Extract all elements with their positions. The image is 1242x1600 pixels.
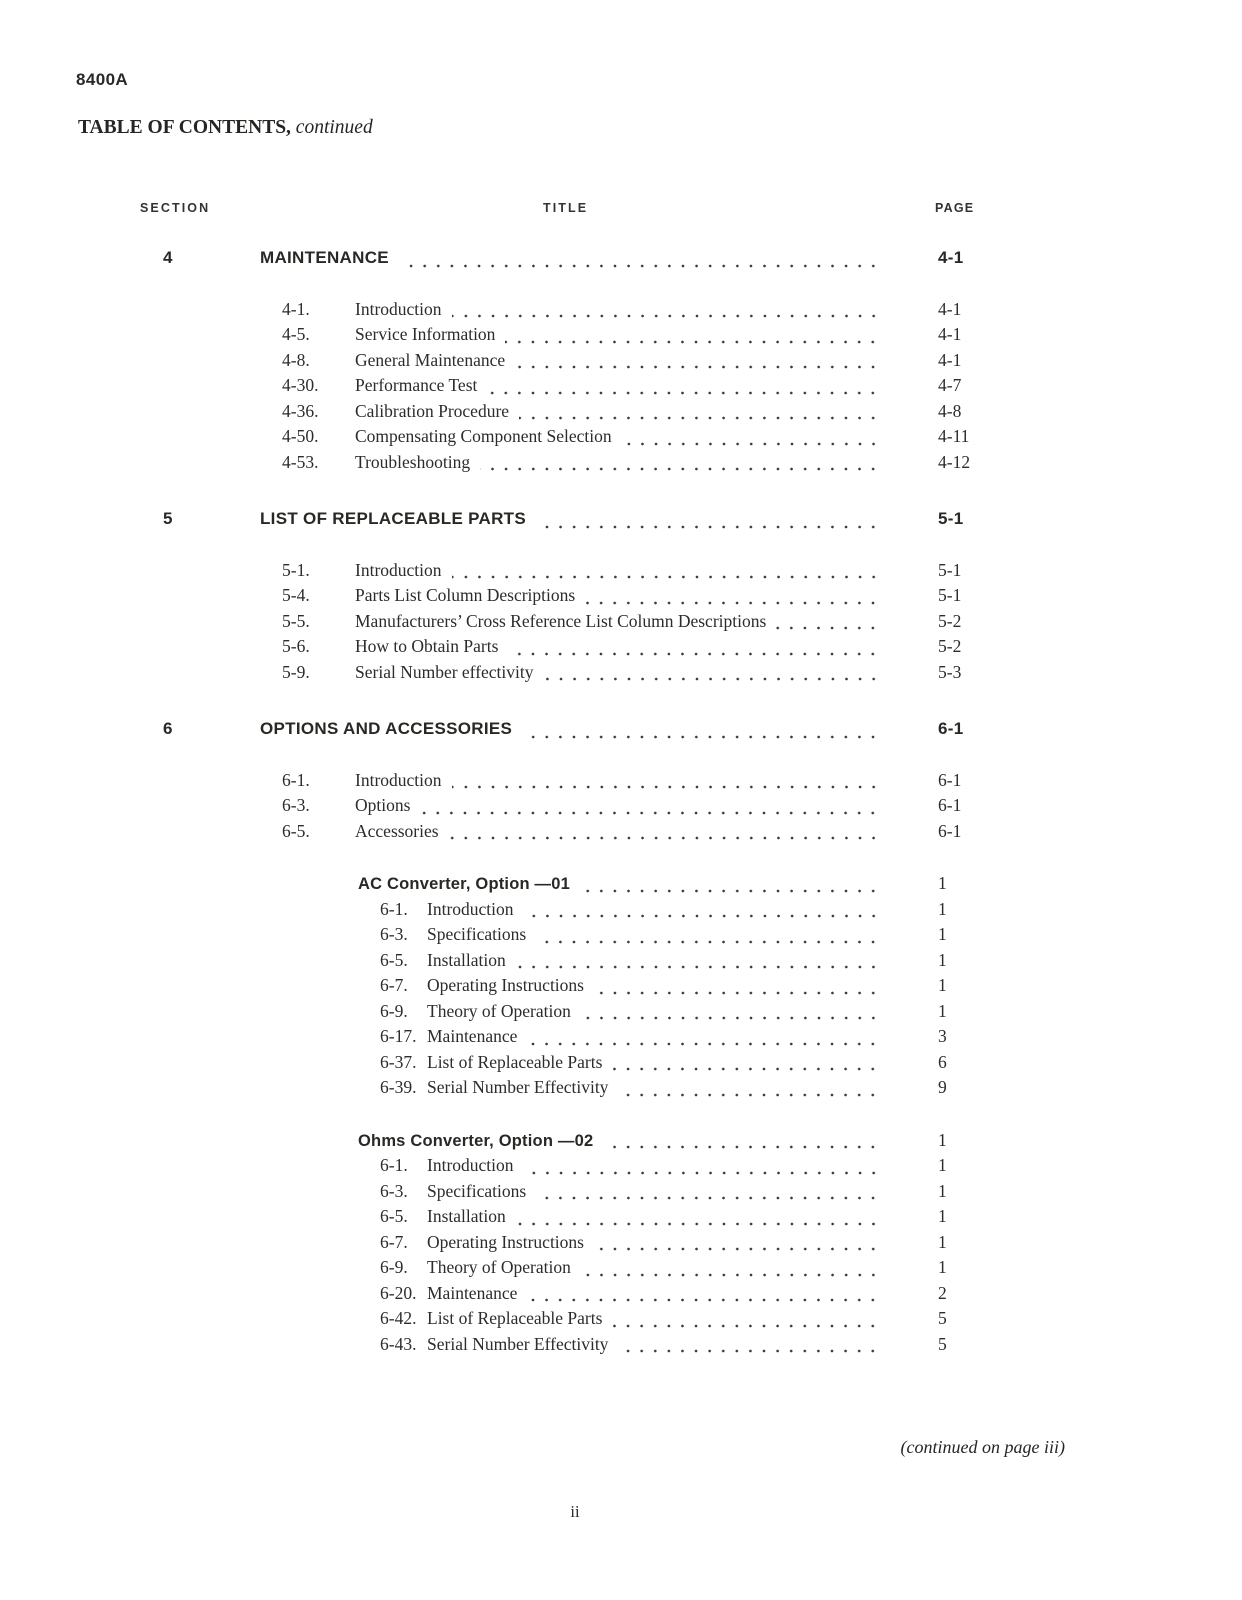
entry-page: 5 [938, 1308, 947, 1328]
column-headers [75, 201, 1000, 217]
toc-entry-row [75, 452, 1000, 478]
doc-id: 8400A [76, 70, 129, 89]
subsection-page: 1 [938, 1129, 947, 1150]
toc-section-6 [75, 719, 1000, 1359]
entry-title: Calibration Procedure [355, 400, 510, 421]
dot-leader [527, 1042, 880, 1046]
entry-number: 4-30. [282, 375, 319, 395]
entry-title: Operating Instructions [427, 975, 584, 995]
entry-page: 6-1 [938, 820, 962, 841]
subsection-heading-row [75, 1130, 1000, 1156]
entry-number: 6-3. [380, 1180, 408, 1201]
dot-leader [603, 1145, 880, 1149]
entry-page: 1 [938, 1155, 947, 1175]
entry-page: 4-7 [938, 375, 962, 395]
toc-entry-row [75, 585, 1000, 611]
toc-subentry-row [75, 1155, 1000, 1181]
entry-page: 5-2 [938, 610, 962, 631]
toc-entry-row [75, 770, 1000, 796]
entry-page: 6 [938, 1051, 947, 1072]
entry-title: Introduction [355, 559, 442, 580]
entry-page: 4-1 [938, 324, 962, 344]
entry-number: 6-5. [380, 1206, 408, 1226]
dot-leader [508, 652, 880, 656]
entry-title: Theory of Operation [427, 1000, 571, 1021]
entry-page: 4-12 [938, 451, 971, 472]
entry-title: Introduction [355, 298, 442, 319]
dot-leader [399, 264, 880, 268]
toc-entry-row [75, 299, 1000, 325]
section-page: 5-1 [938, 509, 964, 528]
entry-title: Serial Number effectivity [355, 661, 534, 682]
entry-number: 6-5. [282, 820, 310, 841]
entry-number: 6-20. [380, 1282, 417, 1303]
toc-entry-row [75, 560, 1000, 586]
toc-subentry-row [75, 1308, 1000, 1334]
entry-title: Introduction [355, 769, 442, 790]
dot-leader [505, 340, 880, 344]
entry-title: Serial Number Effectivity [427, 1333, 609, 1354]
entry-number: 5-5. [282, 610, 310, 631]
entry-title: General Maintenance [355, 349, 506, 370]
entry-title: Installation [427, 949, 506, 970]
entry-number: 6-9. [380, 1000, 408, 1021]
toc-sections [75, 248, 1000, 1359]
subsection-title: AC Converter, Option —01 [358, 875, 571, 893]
dot-leader [612, 1067, 880, 1071]
entry-page: 3 [938, 1026, 947, 1046]
entry-number: 6-37. [380, 1051, 417, 1072]
entry-number: 4-50. [282, 426, 319, 446]
entry-title: Maintenance [427, 1282, 518, 1303]
dot-leader [452, 785, 880, 789]
entry-page: 6-1 [938, 795, 962, 815]
subsection-title: Ohms Converter, Option —02 [358, 1131, 594, 1150]
entry-number: 6-43. [380, 1333, 417, 1354]
entry-title: Troubleshooting [355, 451, 471, 472]
entry-title: Serial Number Effectivity [427, 1077, 609, 1097]
entry-page: 1 [938, 1257, 947, 1277]
entry-page: 2 [938, 1282, 947, 1303]
footer-continuation-note: (continued on page iii) [900, 1437, 1065, 1457]
entry-title: Operating Instructions [427, 1231, 584, 1252]
entry-number: 4-8. [282, 349, 310, 370]
dot-leader [585, 601, 880, 605]
dot-leader [452, 314, 880, 318]
column-header-title: TITLE [543, 201, 589, 215]
dot-leader [420, 811, 880, 815]
dot-leader [618, 1349, 880, 1353]
entry-title: Accessories [355, 820, 439, 841]
column-header-section: SECTION [140, 201, 211, 215]
entry-page: 5-3 [938, 661, 962, 682]
entry-title: Specifications [427, 924, 527, 944]
toc-entry-row [75, 401, 1000, 427]
entry-page: 5 [938, 1333, 947, 1354]
entry-page: 5-1 [938, 559, 962, 580]
toc-subentry-row [75, 975, 1000, 1001]
entry-title: Specifications [427, 1180, 527, 1201]
entry-number: 6-3. [282, 795, 310, 815]
entry-number: 6-1. [282, 769, 310, 790]
dot-leader [612, 1324, 880, 1328]
section-heading-row [75, 248, 1000, 274]
entry-number: 6-7. [380, 1231, 408, 1252]
entry-title: List of Replaceable Parts [427, 1051, 603, 1072]
entry-number: 5-6. [282, 636, 310, 656]
toc-section-5 [75, 509, 1000, 687]
dot-leader [776, 626, 880, 630]
toc-subentry-row [75, 1334, 1000, 1360]
section-number: 4 [163, 248, 173, 267]
dot-leader [581, 1273, 880, 1277]
entry-title: Performance Test [355, 375, 478, 395]
column-header-page: PAGE [935, 201, 975, 215]
toc-subentry-row [75, 1257, 1000, 1283]
toc-subentry-row [75, 924, 1000, 950]
entry-number: 6-42. [380, 1308, 417, 1328]
toc-subsection [75, 873, 1000, 1103]
entry-number: 6-7. [380, 975, 408, 995]
section-page: 6-1 [938, 719, 964, 738]
toc-entry-row [75, 636, 1000, 662]
toc-subentry-row [75, 1026, 1000, 1052]
dot-leader [618, 1093, 880, 1097]
toc-subentry-row [75, 1077, 1000, 1103]
dot-leader [524, 914, 880, 918]
toc-entry-row [75, 662, 1000, 688]
dot-leader [594, 1247, 880, 1251]
section-heading-row [75, 719, 1000, 745]
section-title: LIST OF REPLACEABLE PARTS [260, 509, 526, 528]
entry-page: 1 [938, 1180, 947, 1201]
toc-entry-row [75, 426, 1000, 452]
section-title: MAINTENANCE [260, 248, 389, 267]
page-title [78, 117, 373, 139]
entry-number: 4-1. [282, 298, 310, 319]
dot-leader [452, 575, 880, 579]
dot-leader [449, 836, 880, 840]
section-heading-row [75, 509, 1000, 535]
entry-number: 6-9. [380, 1257, 408, 1277]
dot-leader [581, 1016, 880, 1020]
entry-number: 4-53. [282, 451, 319, 472]
toc-subsection [75, 1130, 1000, 1360]
section-page: 4-1 [938, 248, 964, 267]
entry-page: 4-11 [938, 426, 970, 446]
toc-entry-row [75, 611, 1000, 637]
toc-entry-row [75, 350, 1000, 376]
toc-subentry-row [75, 1181, 1000, 1207]
toc-section-4 [75, 248, 1000, 477]
dot-leader [516, 1222, 880, 1226]
entry-title: List of Replaceable Parts [427, 1308, 603, 1328]
dot-leader [536, 1196, 880, 1200]
page-title-continued: continued [290, 117, 373, 138]
dot-leader [536, 525, 880, 529]
toc-subentry-row [75, 1206, 1000, 1232]
entry-page: 4-8 [938, 400, 962, 421]
entry-title: Installation [427, 1206, 506, 1226]
entry-number: 5-4. [282, 585, 310, 605]
entry-number: 4-5. [282, 324, 310, 344]
entry-page: 1 [938, 975, 947, 995]
entry-title: Introduction [427, 898, 514, 919]
toc-subentry-row [75, 1052, 1000, 1078]
dot-leader [622, 442, 880, 446]
entry-page: 9 [938, 1077, 947, 1097]
dot-leader [527, 1298, 880, 1302]
dot-leader [594, 991, 880, 995]
dot-leader [580, 889, 880, 893]
toc-subentry-row [75, 1232, 1000, 1258]
subsection-heading-row [75, 873, 1000, 899]
entry-page: 1 [938, 1206, 947, 1226]
entry-number: 6-5. [380, 949, 408, 970]
entry-page: 5-2 [938, 636, 962, 656]
entry-number: 5-1. [282, 559, 310, 580]
entry-page: 1 [938, 1231, 947, 1252]
dot-leader [480, 467, 880, 471]
subsection-page: 1 [938, 873, 947, 893]
dot-leader [519, 416, 880, 420]
toc-subentry-row [75, 1283, 1000, 1309]
section-number: 5 [163, 509, 173, 528]
entry-number: 4-36. [282, 400, 319, 421]
entry-page: 5-1 [938, 585, 962, 605]
toc-subentry-row [75, 899, 1000, 925]
entry-number: 6-39. [380, 1077, 417, 1097]
entry-title: How to Obtain Parts [355, 636, 499, 656]
dot-leader [515, 365, 880, 369]
entry-title: Options [355, 795, 411, 815]
entry-page: 4-1 [938, 349, 962, 370]
dot-leader [544, 677, 880, 681]
entry-title: Parts List Column Descriptions [355, 585, 576, 605]
entry-title: Maintenance [427, 1026, 518, 1046]
entry-number: 6-3. [380, 924, 408, 944]
section-number: 6 [163, 719, 173, 738]
entry-page: 4-1 [938, 298, 962, 319]
toc-subentry-row [75, 950, 1000, 976]
page-title-main: TABLE OF CONTENTS, [78, 117, 291, 138]
entry-number: 6-1. [380, 898, 408, 919]
toc-entry-row [75, 795, 1000, 821]
dot-leader [516, 965, 880, 969]
dot-leader [487, 391, 880, 395]
entry-page: 1 [938, 1000, 947, 1021]
dot-leader [524, 1171, 880, 1175]
toc-subentry-row [75, 1001, 1000, 1027]
entry-page: 6-1 [938, 769, 962, 790]
page-number: ii [570, 1502, 580, 1521]
entry-number: 6-1. [380, 1155, 408, 1175]
toc-entry-row [75, 375, 1000, 401]
dot-leader [536, 940, 880, 944]
entry-page: 1 [938, 924, 947, 944]
entry-title: Manufacturers’ Cross Reference List Column Descriptions [355, 610, 767, 631]
dot-leader [522, 735, 880, 739]
entry-title: Introduction [427, 1155, 514, 1175]
entry-number: 6-17. [380, 1026, 417, 1046]
entry-number: 5-9. [282, 661, 310, 682]
toc-entry-row [75, 324, 1000, 350]
entry-page: 1 [938, 949, 947, 970]
entry-title: Compensating Component Selection [355, 426, 612, 446]
entry-title: Theory of Operation [427, 1257, 571, 1277]
entry-page: 1 [938, 898, 947, 919]
toc-entry-row [75, 821, 1000, 847]
section-title: OPTIONS AND ACCESSORIES [260, 719, 513, 738]
entry-title: Service Information [355, 324, 496, 344]
